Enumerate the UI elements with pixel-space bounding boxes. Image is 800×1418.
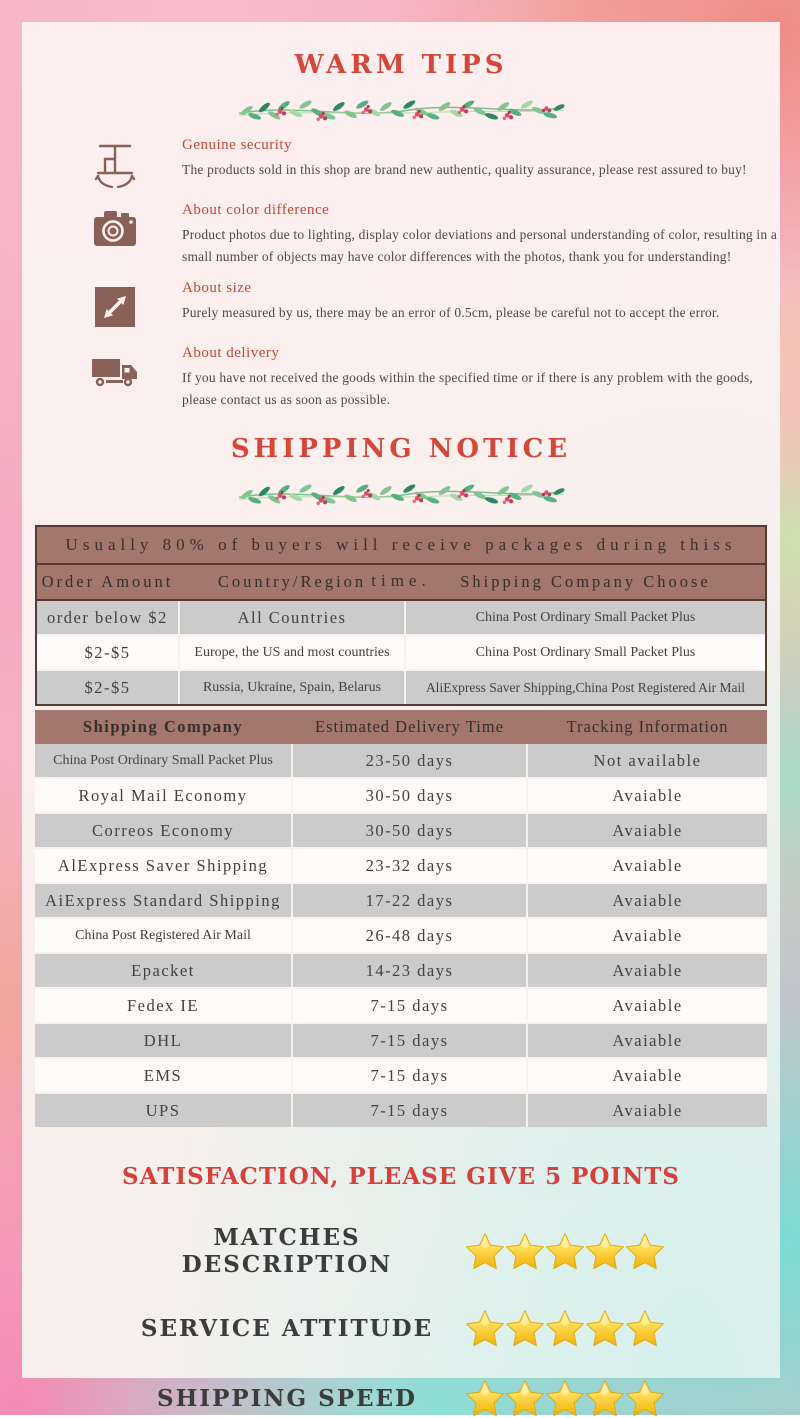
table-row bbox=[35, 884, 767, 917]
table-cell: Avaiable bbox=[528, 814, 767, 847]
table-cell: AliExpress Saver Shipping,China Post Registered Air Mail bbox=[406, 671, 765, 704]
table-cell: Epacket bbox=[35, 954, 291, 987]
warm-tips-list bbox=[22, 137, 780, 410]
table-cell: China Post Ordinary Small Packet Plus bbox=[406, 601, 765, 634]
table-cell: Fedex IE bbox=[35, 989, 291, 1022]
order-shipping-table-body bbox=[37, 601, 765, 704]
star-rating bbox=[465, 1231, 665, 1271]
table-row bbox=[35, 814, 767, 847]
column-header: Estimated Delivery Time bbox=[315, 717, 504, 737]
rating-row bbox=[22, 1224, 780, 1278]
table-row bbox=[37, 636, 765, 669]
table-cell: 7-15 days bbox=[293, 989, 526, 1022]
table-cell: 7-15 days bbox=[293, 1024, 526, 1057]
star-rating bbox=[465, 1308, 665, 1348]
table-cell: 7-15 days bbox=[293, 1094, 526, 1127]
rating-label: SHIPPING SPEED bbox=[156, 1384, 418, 1412]
table-cell: Avaiable bbox=[528, 849, 767, 882]
shipping-banner: Usually 80% of buyers will receive packages during thiss time. bbox=[35, 525, 767, 563]
column-header: Country/Region bbox=[217, 572, 367, 592]
order-shipping-table bbox=[35, 563, 767, 706]
table-cell: 30-50 days bbox=[293, 814, 526, 847]
star-icon bbox=[545, 1308, 585, 1348]
size-arrow-icon bbox=[90, 282, 140, 332]
table-row bbox=[35, 779, 767, 812]
tip-title: Genuine security bbox=[182, 137, 293, 153]
star-icon bbox=[465, 1231, 505, 1271]
tip-delivery bbox=[22, 345, 780, 410]
tip-title: About delivery bbox=[182, 345, 280, 362]
floral-divider bbox=[229, 468, 574, 515]
tip-title: About color difference bbox=[182, 202, 330, 218]
table-row bbox=[35, 919, 767, 952]
star-icon bbox=[585, 1308, 625, 1348]
shipping-notice-title: SHIPPING NOTICE bbox=[230, 434, 572, 465]
table-row bbox=[35, 1094, 767, 1127]
table-cell: AlExpress Saver Shipping bbox=[35, 849, 291, 882]
delivery-truck-icon bbox=[90, 347, 140, 397]
table-cell: Avaiable bbox=[528, 1024, 767, 1057]
table-cell: 23-32 days bbox=[293, 849, 526, 882]
table-cell: China Post Ordinary Small Packet Plus bbox=[35, 744, 291, 777]
star-icon bbox=[585, 1378, 625, 1418]
column-header: Shipping Company Choose bbox=[460, 572, 711, 592]
table-cell: Avaiable bbox=[528, 919, 767, 952]
tip-text bbox=[182, 137, 780, 181]
delivery-time-table bbox=[35, 710, 767, 1127]
table-cell: Europe, the US and most countries bbox=[180, 636, 404, 669]
star-icon bbox=[505, 1231, 545, 1271]
delivery-time-table-body bbox=[35, 744, 767, 1127]
table-row bbox=[37, 671, 765, 704]
star-icon bbox=[625, 1378, 665, 1418]
star-icon bbox=[625, 1231, 665, 1271]
warm-tips-title: WARM TIPS bbox=[294, 50, 508, 80]
table-row bbox=[35, 744, 767, 777]
table-row bbox=[35, 954, 767, 987]
rating-row bbox=[22, 1378, 780, 1418]
table-cell: DHL bbox=[35, 1024, 291, 1057]
rating-row bbox=[22, 1308, 780, 1348]
table-row bbox=[35, 1024, 767, 1057]
table-cell: Avaiable bbox=[528, 779, 767, 812]
star-rating bbox=[465, 1378, 665, 1418]
delivery-time-table-header bbox=[35, 710, 767, 744]
table-cell: EMS bbox=[35, 1059, 291, 1092]
table-cell: UPS bbox=[35, 1094, 291, 1127]
star-icon bbox=[545, 1231, 585, 1271]
rating-label: MATCHES DESCRIPTION bbox=[181, 1224, 393, 1279]
tip-body: The products sold in this shop are brand new authentic, quality assurance, please rest assured to buy! bbox=[182, 162, 747, 177]
star-icon bbox=[585, 1231, 625, 1271]
table-cell: Avaiable bbox=[528, 1059, 767, 1092]
tip-color-difference bbox=[22, 202, 780, 267]
tip-body: Product photos due to lighting, display color deviations and personal understanding of color, resulting in a small number of objects may have color differences with the photos, thank you for understanding! bbox=[182, 227, 778, 264]
star-icon bbox=[505, 1378, 545, 1418]
tip-text bbox=[182, 202, 780, 267]
table-cell: China Post Registered Air Mail bbox=[35, 919, 291, 952]
table-cell: 14-23 days bbox=[293, 954, 526, 987]
star-icon bbox=[465, 1378, 505, 1418]
table-cell: All Countries bbox=[180, 601, 404, 634]
table-cell: 30-50 days bbox=[293, 779, 526, 812]
table-cell: order below $2 bbox=[37, 601, 178, 634]
tip-text bbox=[182, 345, 780, 410]
tip-title: About size bbox=[182, 280, 252, 297]
tip-size bbox=[22, 280, 780, 332]
table-row bbox=[35, 989, 767, 1022]
order-shipping-table-header bbox=[37, 565, 765, 601]
table-cell: Correos Economy bbox=[35, 814, 291, 847]
rating-label: SERVICE ATTITUDE bbox=[140, 1314, 434, 1342]
table-cell: 23-50 days bbox=[293, 744, 526, 777]
authentic-hands-icon bbox=[90, 139, 140, 189]
table-cell: Royal Mail Economy bbox=[35, 779, 291, 812]
table-cell: AiExpress Standard Shipping bbox=[35, 884, 291, 917]
table-cell: $2-$5 bbox=[37, 636, 178, 669]
table-cell: China Post Ordinary Small Packet Plus bbox=[406, 636, 765, 669]
table-cell: Avaiable bbox=[528, 989, 767, 1022]
table-cell: Avaiable bbox=[528, 1094, 767, 1127]
tip-genuine-security bbox=[22, 137, 780, 189]
star-icon bbox=[505, 1308, 545, 1348]
tip-body: If you have not received the goods within the specified time or if there is any problem with the goods, please contact us as soon as possible. bbox=[182, 370, 753, 407]
content-panel bbox=[22, 22, 780, 1412]
table-cell: Russia, Ukraine, Spain, Belarus bbox=[180, 671, 404, 704]
tip-text bbox=[182, 280, 780, 324]
table-cell: Avaiable bbox=[528, 884, 767, 917]
floral-divider bbox=[229, 84, 574, 131]
table-cell: 26-48 days bbox=[293, 919, 526, 952]
star-icon bbox=[465, 1308, 505, 1348]
table-cell: Avaiable bbox=[528, 954, 767, 987]
table-cell: $2-$5 bbox=[37, 671, 178, 704]
table-cell: 17-22 days bbox=[293, 884, 526, 917]
star-icon bbox=[625, 1308, 665, 1348]
star-icon bbox=[545, 1378, 585, 1418]
tip-body: Purely measured by us, there may be an error of 0.5cm, please be careful not to accept the error. bbox=[182, 305, 720, 321]
table-row bbox=[35, 849, 767, 882]
table-row bbox=[37, 601, 765, 634]
table-row bbox=[35, 1059, 767, 1092]
table-cell: 7-15 days bbox=[293, 1059, 526, 1092]
camera-icon bbox=[90, 204, 140, 254]
column-header: Shipping Company bbox=[82, 717, 244, 737]
table-cell: Not available bbox=[528, 744, 767, 777]
satisfaction-title: SATISFACTION, PLEASE GIVE 5 POINTS bbox=[122, 1163, 680, 1191]
column-header: Tracking Information bbox=[566, 717, 729, 737]
column-header: Order Amount bbox=[41, 572, 174, 592]
